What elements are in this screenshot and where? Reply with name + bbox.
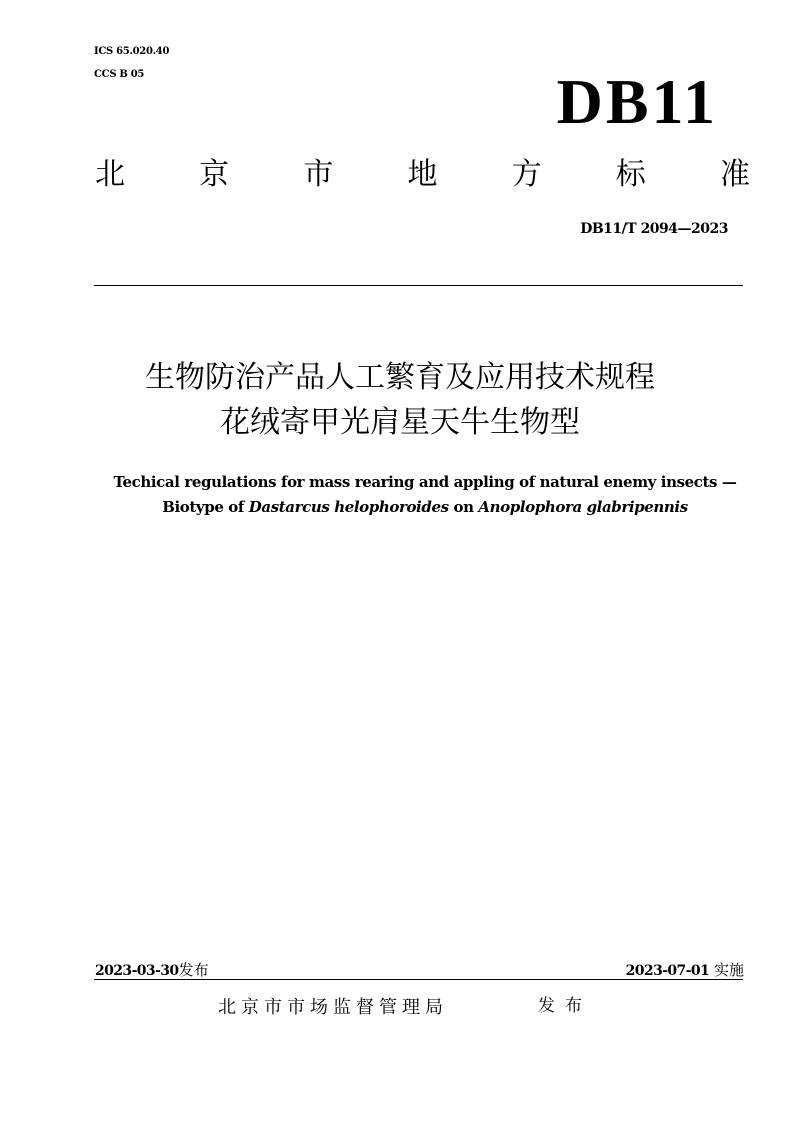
standard-type-char: 准 [719, 157, 750, 192]
implement-label: 实施 [713, 961, 744, 979]
title-en-species1: Dastarcus helophoroides [248, 498, 449, 516]
footer-divider [94, 979, 743, 980]
issuer-action: 发布 [538, 996, 592, 1016]
implement-date: 2023-07-01 [625, 963, 710, 979]
issue-date: 2023-03-30 [95, 963, 179, 979]
ccs-code: CCS B 05 [94, 69, 145, 80]
standard-logo: DB11 [556, 66, 718, 137]
standard-type-char: 京 [199, 157, 230, 192]
title-en-species2: Anoplophora glabripennis [478, 498, 688, 516]
title-cn-line1: 生物防治产品人工繁育及应用技术规程 [145, 360, 655, 395]
title-en [100, 470, 750, 520]
standard-type [95, 157, 750, 193]
standard-type-char: 市 [303, 157, 334, 192]
standard-type-char: 方 [511, 157, 542, 192]
standard-number: DB11/T 2094—2023 [580, 221, 728, 237]
standard-type-char: 标 [615, 157, 646, 192]
issue-label: 发布 [178, 961, 209, 979]
title-en-part2: on [448, 498, 479, 516]
issuer: 北京市市场监督管理局 [218, 997, 448, 1018]
header-divider [94, 285, 743, 286]
classification-codes [94, 40, 169, 86]
ics-code: ICS 65.020.40 [94, 46, 170, 57]
standard-type-char: 地 [407, 157, 438, 192]
title-en-part1: Techical regulations for mass rearing and appling of natural enemy insects — Biotype of [113, 473, 737, 516]
title-cn-line2: 花绒寄甲光肩星天牛生物型 [220, 405, 580, 440]
standard-type-char: 北 [95, 157, 125, 192]
